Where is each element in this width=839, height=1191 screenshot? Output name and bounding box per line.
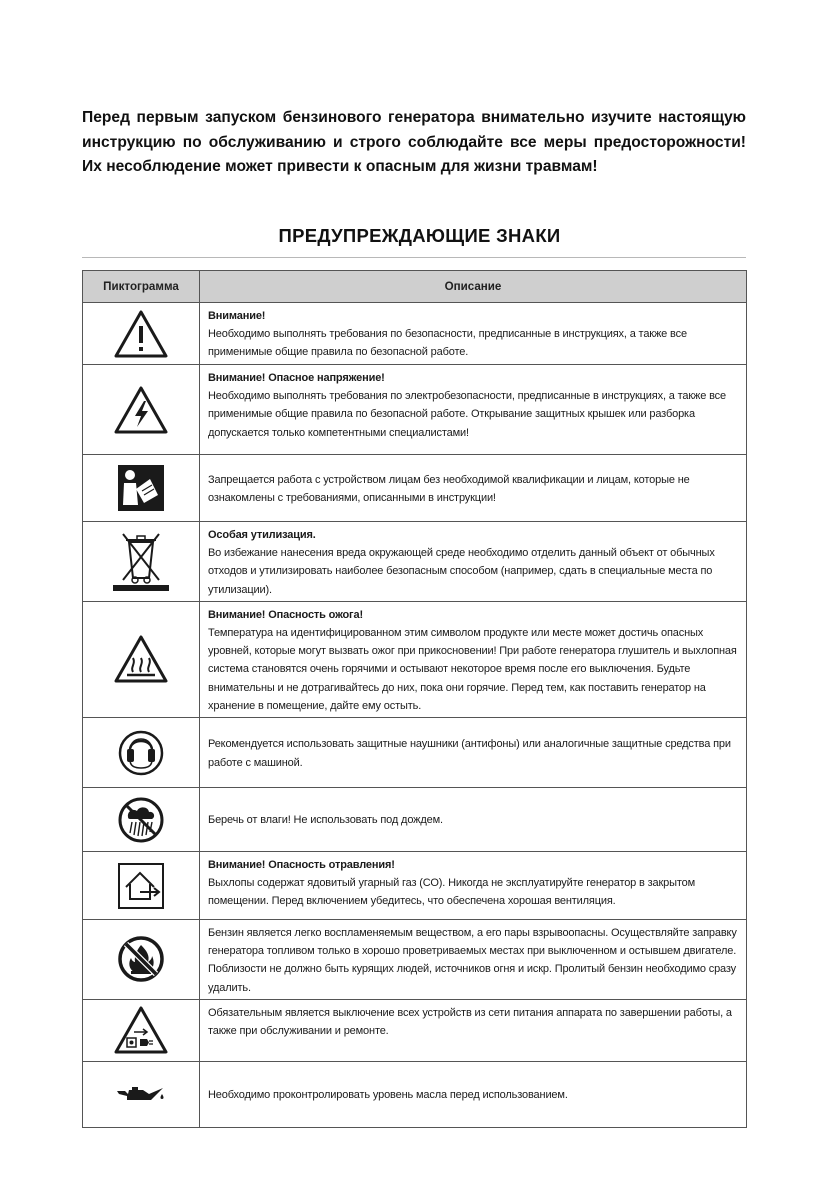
table-header-row [83,271,747,303]
row-text: Выхлопы содержат ядовитый угарный газ (СО). Никогда не эксплуатируйте генератор в закрытом помещении. Перед включением убедитесь, что обеспечена хорошая вентиляция. [208,877,696,908]
description-cell [200,522,747,602]
row-text: Рекомендуется использовать защитные наушники (антифоны) или аналогичные защитные средства при работе с машиной. [208,738,731,769]
row-text: Во избежание нанесения вреда окружающей среде необходимо отделить данный объект от обычных отходов и утилизировать наиболее безопасным способом (например, сдать в специальные места по утилизации). [208,547,715,596]
row-text: Температура на идентифицированном этим символом продукте или месте может достичь опасных уровней, которые могут вызвать ожог при прикосновении! При работе генератора глушитель и выхлопная система становятся очень горячими и остывают некоторое время после его выключения. Будьте внимательны и не дотрагивайтесь до них, пока они горячие. Перед тем, как поставить генератор на хранение в помещение, дайте ему остыть. [208,627,737,712]
row-heading: Внимание! Опасное напряжение! [208,372,385,384]
row-heading: Особая утилизация. [208,529,316,541]
table-row [83,999,747,1061]
table-row [83,303,747,365]
pictogram-cell [83,303,200,365]
exhaust-outside-icon [118,863,164,909]
description-cell [200,718,747,788]
pictogram-cell [83,788,200,852]
row-text: Бензин является легко воспламеняемым веществом, а его пары взрывоопасны. Осуществляйте заправку генератора топливом только в хорошо проветриваемых местах при выключенном и остывшем двигателе. Поблизости не должно быть курящих людей, источников огня и искр. Пролитый бензин необходимо сразу удалить. [208,927,737,994]
pictogram-cell [83,601,200,717]
pictogram-cell [83,718,200,788]
oil-can-icon [115,1082,167,1106]
row-heading: Внимание! Опасность отравления! [208,859,395,872]
description-cell [200,999,747,1061]
table-row [83,601,747,717]
hot-surface-icon [113,634,169,684]
warning-exclamation-icon [113,309,169,359]
pictogram-cell [83,1061,200,1127]
crossed-bin-icon [111,530,171,592]
no-rain-icon [118,797,164,843]
row-heading: Внимание! [208,310,266,322]
warning-signs-table [82,270,747,1128]
row-text: Обязательным является выключение всех устройств из сети питания аппарата по завершении работы, а также при обслуживании и ремонте. [208,1006,732,1038]
description-cell [200,1061,747,1127]
table-row [83,852,747,920]
description-cell [200,303,747,365]
table-row [83,920,747,1000]
row-text: Необходимо проконтролировать уровень масла перед использованием. [208,1089,568,1102]
row-text: Необходимо выполнять требования по безопасности, предписанные в инструкциях, а также все применимые общие правила по безопасной работе. [208,328,687,359]
pictogram-cell [83,999,200,1061]
row-text: Необходимо выполнять требования по электробезопасности, предписанные в инструкциях, а также все применимые общие правила по безопасной работе. Открывание защитных крышек или разборка допускается только компетентными специалистами! [208,390,726,439]
intro-paragraph: Перед первым запуском бензинового генератора внимательно изучите настоящую инструкцию по обслуживанию и строго соблюдайте все меры предосторожности! Их несоблюдение может привести к опасным для жизни травмам! [82,109,746,175]
disconnect-power-icon [113,1005,169,1055]
description-cell [200,365,747,455]
pictogram-cell [83,455,200,522]
table-row [83,522,747,602]
row-heading: Внимание! Опасность ожога! [208,608,363,621]
page-title: ПРЕДУПРЕЖДАЮЩИЕ ЗНАКИ [278,225,561,246]
ear-protection-icon [118,730,164,776]
table-row [83,365,747,455]
table-row [83,788,747,852]
description-cell [200,920,747,1000]
description-cell [200,455,747,522]
pictogram-cell [83,365,200,455]
header-description: Описание [200,271,747,303]
header-pictogram: Пиктограмма [83,271,200,303]
row-text: Запрещается работа с устройством лицам без необходимой квалификации и лицам, которые не ознакомлены с требованиями, описанными в инструкции! [208,473,690,504]
read-manual-icon [118,465,164,511]
high-voltage-icon [113,385,169,435]
description-cell [200,852,747,920]
pictogram-cell [83,522,200,602]
pictogram-cell [83,852,200,920]
row-text: Беречь от влаги! Не использовать под дождем. [208,814,443,827]
table-row [83,455,747,522]
table-row [83,1061,747,1127]
description-cell [200,788,747,852]
pictogram-cell [83,920,200,1000]
no-fire-icon [118,936,164,982]
title-divider [82,257,746,258]
table-row [83,718,747,788]
description-cell [200,601,747,717]
